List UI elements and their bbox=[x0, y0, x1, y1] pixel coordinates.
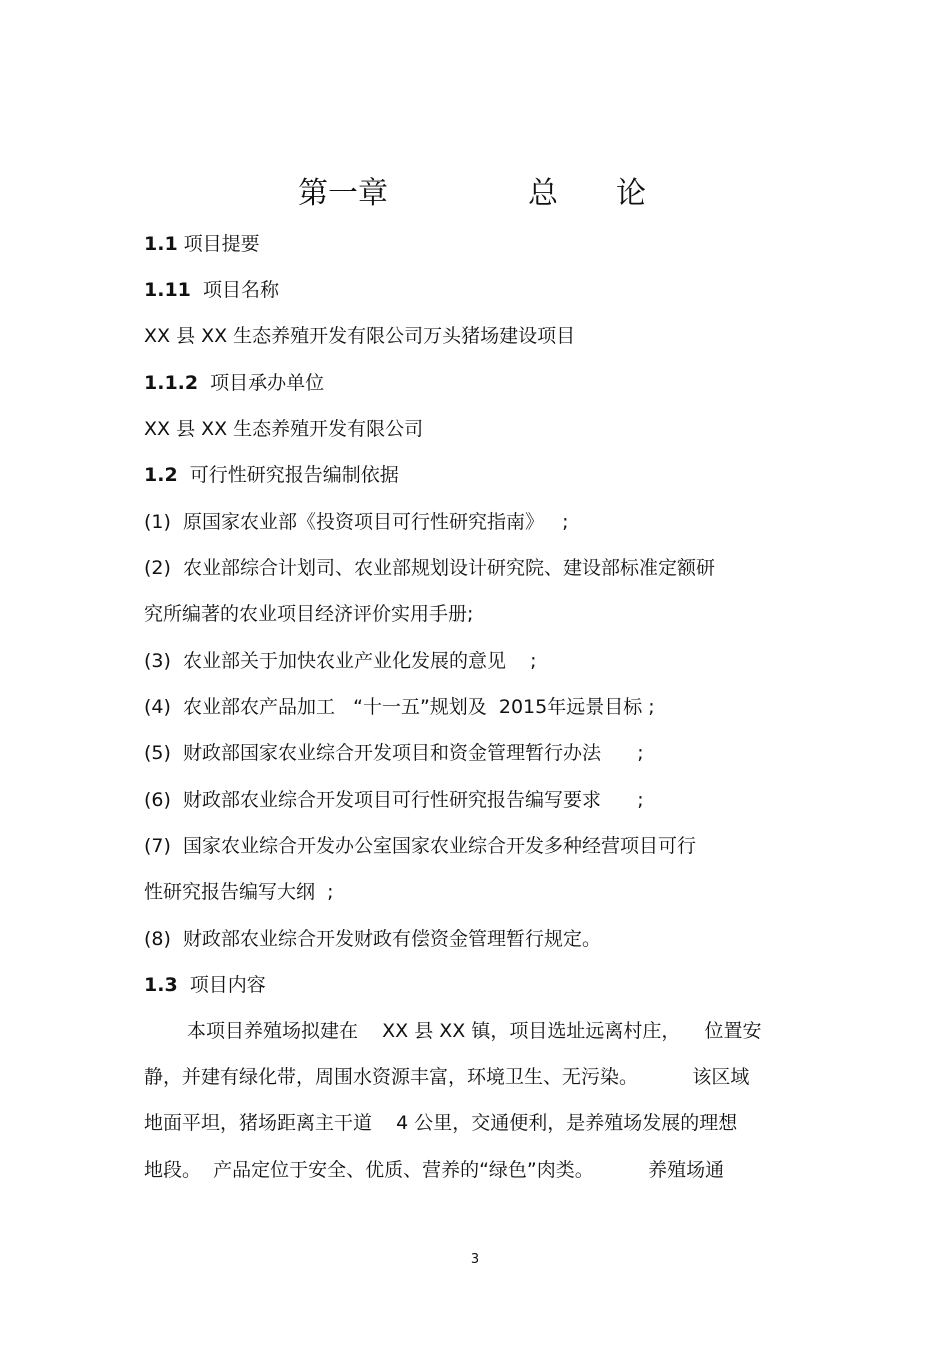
project-name: XX 县 XX 生态养殖开发有限公司万头猪场建设项目 bbox=[144, 325, 576, 347]
section-number: 1.11 bbox=[144, 279, 191, 301]
section-title: 项目承办单位 bbox=[210, 372, 325, 394]
content-paragraph-line: 地面平坦，猪场距离主干道 4 公里，交通便利，是养殖场发展的理想 bbox=[144, 1112, 738, 1134]
section-title: 项目名称 bbox=[202, 279, 279, 301]
section-title: 项目提要 bbox=[183, 233, 260, 255]
section-number: 1.2 bbox=[144, 464, 178, 486]
section-number: 1.3 bbox=[144, 974, 178, 996]
section-heading-1-11 bbox=[144, 277, 804, 303]
content-paragraph-line: 地段。 产品定位于安全、优质、营养的“绿色”肉类。 养殖场通 bbox=[144, 1159, 725, 1181]
basis-item: (1) 原国家农业部《投资项目可行性研究指南》 ; bbox=[144, 511, 569, 533]
section-heading-1-1 bbox=[144, 231, 804, 257]
chapter-title-number: 第一章 bbox=[298, 176, 388, 211]
basis-item: (8) 财政部农业综合开发财政有偿资金管理暂行规定。 bbox=[144, 928, 601, 950]
basis-item: (5) 财政部国家农业综合开发项目和资金管理暂行办法 ; bbox=[144, 742, 644, 764]
chapter-title-word-2: 论 bbox=[616, 176, 646, 211]
section-number: 1.1 bbox=[144, 233, 178, 255]
basis-item-continued: 究所编著的农业项目经济评价实用手册; bbox=[144, 603, 474, 625]
section-number: 1.1.2 bbox=[144, 372, 199, 394]
basis-item-continued: 性研究报告编写大纲 ; bbox=[144, 881, 334, 903]
basis-item: (3) 农业部关于加快农业产业化发展的意见 ; bbox=[144, 650, 537, 672]
basis-item: (4) 农业部农产品加工 “十一五”规划及 2015年远景目标 ; bbox=[144, 696, 655, 718]
basis-item: (2) 农业部综合计划司、农业部规划设计研究院、建设部标准定额研 bbox=[144, 557, 715, 579]
page-number: 3 bbox=[470, 1252, 480, 1267]
section-heading-1-1-2 bbox=[144, 370, 804, 396]
section-heading-1-2 bbox=[144, 462, 804, 488]
chapter-title bbox=[0, 172, 950, 216]
content-paragraph-line: 静，并建有绿化带，周围水资源丰富，环境卫生、无污染。 该区域 bbox=[144, 1066, 750, 1088]
section-title: 可行性研究报告编制依据 bbox=[189, 464, 399, 486]
basis-item: (6) 财政部农业综合开发项目可行性研究报告编写要求 ; bbox=[144, 789, 644, 811]
basis-item: (7) 国家农业综合开发办公室国家农业综合开发多种经营项目可行 bbox=[144, 835, 696, 857]
company-name: XX 县 XX 生态养殖开发有限公司 bbox=[144, 418, 424, 440]
content-paragraph-line: 本项目养殖场拟建在 XX 县 XX 镇，项目选址远离村庄， 位置安 bbox=[187, 1020, 762, 1042]
section-heading-1-3 bbox=[144, 972, 804, 998]
section-title: 项目内容 bbox=[189, 974, 266, 996]
chapter-title-word-1: 总 bbox=[528, 176, 558, 211]
